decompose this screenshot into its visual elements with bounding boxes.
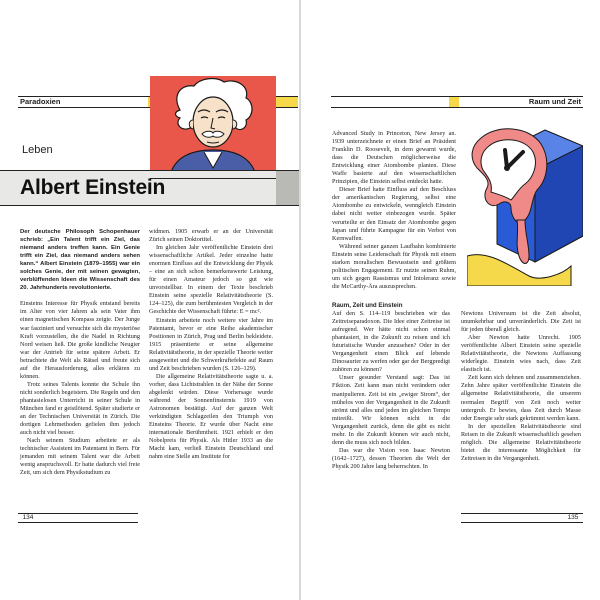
chapter-label: Leben: [22, 144, 53, 156]
body-paragraph: Einsteins Interesse für Physik entstand bereits im Alter von vier Jahren als sein Vater ihm einen magnetischen Kompass zeigte. Der Junge war fasziniert und versuchte sich die mysteriöse Kraft vorzustellen, die die Nadel in Richtung Nord weisen ließ. Die große kindliche Neugier war der Antrieb für seine spätere Arbeit. Er betrachtete die Welt als Rätsel und freute sich auf die Herausforderung, alles erklären zu können.: [20, 300, 140, 380]
section-subheading: Raum, Zeit und Einstein: [332, 302, 403, 309]
page-title: Albert Einstein: [20, 176, 166, 199]
body-paragraph: Einstein arbeitete noch weitere vier Jahre im Patentamt, bevor er eine Reihe akademischer Positionen in Zürich, Prag und Berlin bekleidete. 1915 präsentierte er seine allgemeine Relativitätstheorie, in der spezielle Theorie weiter ausgeweitet und die Schwerkraftefekte auf Raum und Zeit beschrieben wurden (S. 126–129).: [149, 316, 273, 372]
body-paragraph: widmen. 1905 erwarb er an der Universität Zürich seinen Doktortitel.: [149, 228, 273, 244]
body-paragraph: Trotz seines Talents konnte die Schule ihn nicht sonderlich begeistern. Die Regeln und den phantasielosen Unterricht in seiner Schule in München fand er geistlötend. Später studierte er an der Technischen Universität in Zürich. Die dortigen Lehrmethoden gefielen ihm jedoch auch nicht viel besser.: [20, 380, 140, 437]
intro-paragraph: Der deutsche Philosoph Schopenhauer schrieb: „Ein Talent trifft ein Ziel, das niemand anders treffen kann. Ein Genie trifft ein Ziel, das niemand anders sehen kann.“ Albert Einstein (1879–1955) war ein solches Genie, der mit seinen gewagten, verblüffenden Ideen die Wissenschaft des 20. Jahrhunderts revolutionierte.: [20, 229, 140, 292]
right-top-column: [332, 130, 456, 291]
body-paragraph: In der speziellen Relativitätstheorie sind Reisen in die Zukunft wissenschaftlich gesehen möglich. Die allgemeine Relativitätstheorie bietet die interessante Möglichkeit für Zeitreisen in die Vergangenheit.: [461, 422, 581, 462]
left-page: [0, 0, 299, 600]
melting-clock-icon: [467, 116, 583, 286]
right-page: [301, 0, 600, 600]
title-band-stripe: [150, 178, 276, 179]
page-number: 135: [563, 513, 583, 523]
body-paragraph: Dieser Brief hatte Einfluss auf den Beschluss der amerikanischen Regierung, selbst eine Atombombe zu entwickeln, wenngleich Einstein dabei nicht weiter einbezogen wurde. Später verurteilte er den Einsatz der Atombombe gegen Japan und führte Kampagne für ein Verbot von Kernwaffen.: [332, 186, 456, 242]
page-number-rule: [38, 513, 138, 523]
right-column-1: [332, 302, 450, 471]
body-paragraph: Zeit kann sich dehnen und zusammenziehen. Zehn Jahre später veröffentlichte Einstein die allgemeine Relativitätstheorie, die unserem normalen Begriff von Zeit noch weiter untergrub. Er bewies, dass Zeit durch Masse oder Energie sehr stark gekrümmt werden kann.: [461, 374, 581, 422]
body-paragraph: Während seiner ganzen Laufbahn kombinierte Einstein seine Leidenschaft für Physik mit einem starken moralischen Bewusstsein und größtem politischen Engagement. Er nutzte seinen Ruhm, um sich gegen Rassismus und Intoleranz sowie die McCarthy-Ära auszusprechen.: [332, 242, 456, 290]
body-paragraph: Advanced Study in Princeton, New Jersey an. 1939 unterzeichnete er einen Brief an Präsident Franklin D. Roosevelt, in dem gewarnt wurde, dass die Deutschen möglicherweise die Entwicklung einer Atombombe planten. Diese Waffe basierte auf den wissenschaftlichen Prinzipien, die Einstein selbst entdeckt hatte.: [332, 130, 456, 186]
running-header-rule: [331, 96, 449, 108]
body-paragraph: Das war die Vision von Isaac Newton (1642–1727), dessen Theorien die Welt der Physik 200 Jahre lang beherrschten. In: [332, 446, 450, 470]
body-paragraph: Im gleichen Jahr veröffentlichte Einstein drei wissenschaftliche Artikel. Jeder einzelne hatte enormen Einfluss auf die Entwicklung der Physik – eine an sich schon bemerkenswerte Leistung, für einen Amateur jedoch so gut wie unvorstellbar. In einem der Texte beschrieb Einstein seine spezielle Relativitätstheorie (S. 124–125), die zum berühmtesten Vergleich in der Geschichte der Wissenschaft führte: E = mc².: [149, 244, 273, 316]
right-column-2: [461, 310, 581, 463]
running-header-right: Raum und Zeit: [451, 96, 583, 108]
running-header-left: Paradoxien: [18, 96, 148, 108]
einstein-portrait-icon: [150, 76, 276, 176]
body-paragraph: Newtons Universum ist die Zeit absolut, unumkehrbar und unveränderlich. Die Zeit ist für jeden überall gleich.: [461, 310, 581, 334]
page-number-rule: [461, 513, 563, 523]
body-paragraph: Nach seinem Studium arbeitete er als technischer Assistent im Patentamt in Bern. Für jemanden mit seinem Talent war die Arbeit wenig anspruchsvoll. Er hatte dadurch viel freie Zeit, um sich dem Physikstudium zu: [20, 437, 140, 477]
body-paragraph: Aber Newton hatte Unrecht. 1905 veröffentlichte Albert Einstein seine spezielle Relativitätstheorie, die Newtons Auffassung widerlegte. Einstein wies nach, dass Zeit elastisch ist.: [461, 334, 581, 374]
left-column-1: [20, 228, 140, 477]
page-number: 134: [18, 513, 38, 523]
body-paragraph: Die allgemeine Relativitätstheorie sagte u. a. vorher, dass Lichtstrahlen in der Nähe der Sonne abgelenkt würden. Diese Vorhersage wurde während der Sonnenfinsternis 1919 von Astronomen bestätigt. Auf der ganzen Welt verkündigten Schlagzeilen den Triumph von Einsteins Theorie. Er wurde über Nacht eine internationale Berühmtheit. 1921 erhielt er den Nobelpreis für Physik. Als Hitler 1933 an die Macht kam, verließ Einstein Deutschland und nahm eine Stelle am Institute for: [149, 372, 273, 461]
left-column-2: [149, 228, 273, 461]
title-band-accent: [276, 170, 299, 206]
body-paragraph: Auf den S. 114–119 beschrieben wir das Zeitreiseparadoxon. Die Idee einer Zeitreise ist aufregend. Wer hätte nicht schon einmal phantasiert, in die Zukunft zu reisen und ich futuristische Wunder anzusehen? Oder in der Vergangenheit einen Blick auf lebende Dinosaurier zu werfen oder gar der Bergpredigt zuhören zu können?: [332, 310, 450, 374]
body-paragraph: Unser gesunder Verstand sagt: Das ist Fiktion. Zeit kann man nicht verändern oder manipulieren. Zeit ist ein „ewiger Strom“, der mühelos von der Vergangenheit in die Zukunft strömt und alles und jeden im gleichen Tempo mitreißt. Wir können nicht in die Vergangenheit zurück, denn die gibt es nicht mehr. In die Zukunft können wir auch nicht, denn die muss sich noch bilden.: [332, 374, 450, 446]
